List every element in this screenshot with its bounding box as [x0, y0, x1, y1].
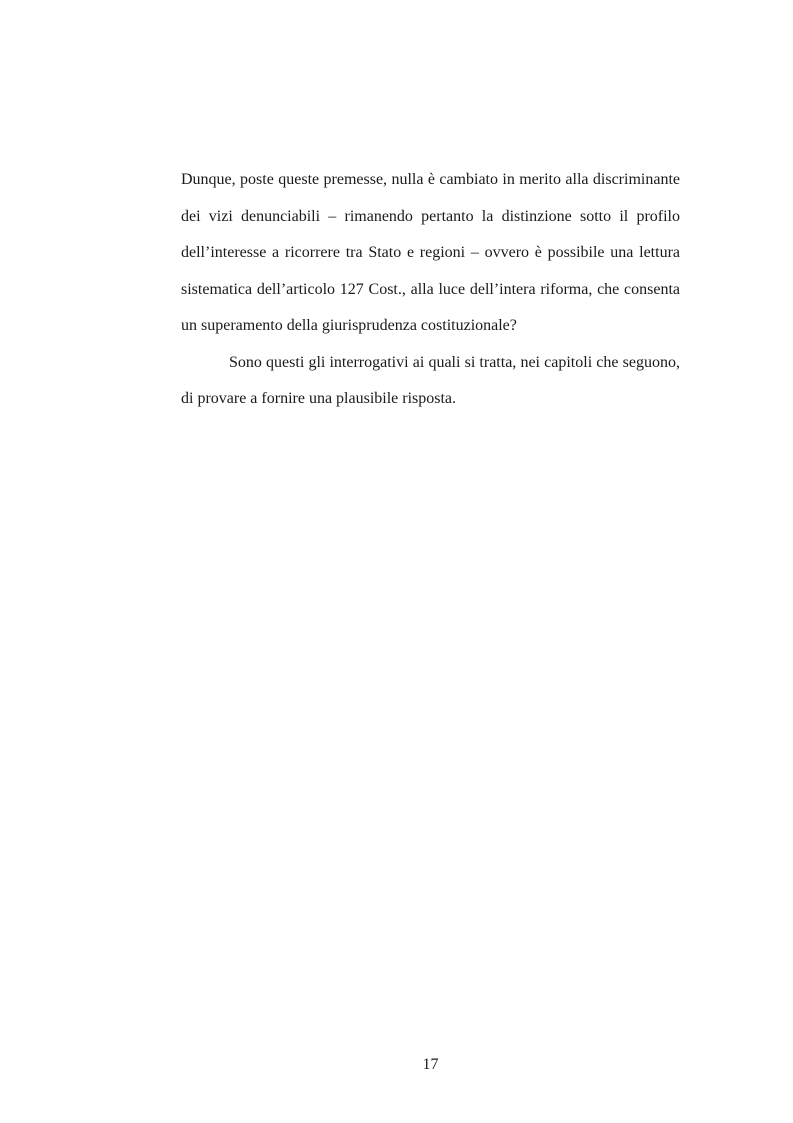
- paragraph-purpose: Sono questi gli interrogativi ai quali si tratta, nei capitoli che seguono, di provare a fornire una plausibile risposta.: [181, 353, 680, 407]
- body-text: [181, 162, 680, 418]
- paragraph-question: Dunque, poste queste premesse, nulla è cambiato in merito alla discriminante dei vizi denunciabili – rimanendo pertanto la distinzione sotto il profilo dell’interesse a ricorrere tra Stato e regioni – ovvero è possibile una lettura sistematica dell’articolo 127 Cost., alla luce dell’intera riforma, che consenta un superamento della giurisprudenza costituzionale?: [181, 171, 680, 334]
- page-number: 17: [422, 1056, 439, 1073]
